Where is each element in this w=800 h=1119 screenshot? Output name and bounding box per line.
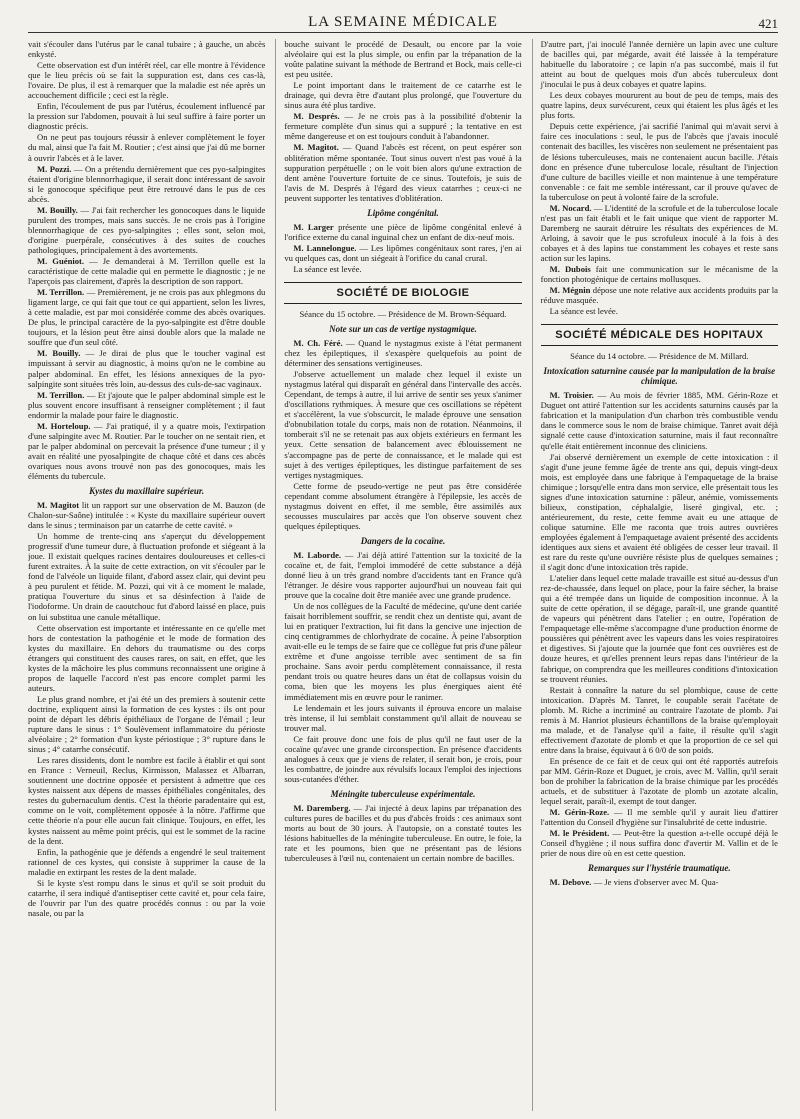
speaker-text: — Quand le nystagmus existe à l'état permanent chez les épileptiques, il s'exaspère quelquefois au point de déterminer des sensations vertigineuses. [284, 337, 522, 369]
speaker-text: — J'ai fait rechercher les gonocoques dans le liquide purulent des trompes, mais sans succès. Je ne crois pas à l'origine blennorrhagique de ces pyo-salpingites ; elles sont, selon moi, d'origine puerpérale, consécutives à des suites de couches pathologiques, principalement à des avortements. [28, 204, 266, 255]
speaker-paragraph [28, 390, 265, 420]
paragraph: Cette observation est importante et intéressante en ce qu'elle met hors de contestation la pathogénie et le mode de formation des kystes du maxillaire. En dehors du traumatisme ou des corps étrangers qui constituent des causes rares, on sait, en effet, que les kystes de la mâchoire les plus communs reconnaissent une origine à propos de laquelle l'accord n'est pas encore complet parmi les auteurs. [28, 622, 266, 693]
speaker-text: — L'identité de la scrofule et de la tuberculose locale n'est pas un fait établi et le fait unique que vient de rapporter M. Daremberg ne saurait détruire les résultats des expériences de M. Arloing, à savoir que le pus scrofuleux inoculé à la fois à des cobayes et à des lapins tue constamment les cobayes et reste sans action sur les lapins. [540, 202, 778, 263]
speaker-text: — Et j'ajoute que le palper abdominal simple est le plus souvent encore insuffisant à renseigner complètement ; il faut endormir la malade pour faire le diagnostic. [28, 389, 266, 420]
speaker-name: M. Nocard. [549, 202, 592, 213]
speaker-paragraph [284, 243, 521, 263]
speaker-name: M. Laborde. [293, 549, 342, 560]
speaker-paragraph [284, 803, 521, 863]
speaker-text: — Les lipômes congénitaux sont rares, j'en ai vu quelques cas, dont un siégeait à l'orifice du canal crural. [284, 242, 522, 263]
paragraph: Enfin, l'écoulement de pus par l'utérus, écoulement influencé par la pression sur l'abdomen, pouvait à lui seul suffire à faire porter un diagnostic précis. [28, 101, 266, 132]
speaker-paragraph [28, 348, 265, 388]
speaker-text: — Au mois de février 1885, MM. Gérin-Roze et Duguet ont attiré l'attention sur les accidents saturnins causés par la fabrication et la manipulation d'un charbon très combustible vendu dans le commerce sous le nom de braise chimique. Tanret avait déjà signalé cette cause d'intoxication saturnine, mais il faut reconnaître qu'elle était entièrement inconnue des cliniciens. [540, 390, 778, 451]
speaker-name: M. Pozzi. [37, 163, 72, 174]
session-close: La séance est levée. [293, 263, 362, 274]
speaker-text: présente une pièce de lipôme congénital enlevé à l'orifice externe du canal inguinal chez un enfant de dix-neuf mois. [284, 221, 522, 242]
paragraph: Depuis cette expérience, j'ai sacrifié l'animal qui m'avait servi à faire ces inoculations : seul, le pus de l'abcès que j'avais inoculé contenait des bacilles, les viscères non seulement ne présentaient pas de lésions tuberculeuses, mais ne contenaient aucun bacille. J'étais donc en présence d'une tuberculose locale, résultant de l'injection d'une culture de bacilles vieille et non maintenue à une température convenable : ce fait me semble intéressant, car il prouve qu'avec de la tuberculose on peut à volonté faire de la scrofule. [540, 121, 778, 202]
subheading: Remarques sur l'hystérie traumatique. [588, 863, 731, 874]
speaker-text: lit un rapport sur une observation de M. Bauzon (de Chalon-sur-Saône) intitulée : « Kyste du maxillaire supérieur ouvert dans le sinus ; terminaison par un catarrhe de cette cavité. » [28, 500, 266, 531]
speaker-name: M. Després. [293, 111, 340, 122]
speaker-paragraph [284, 338, 521, 368]
column-3 [532, 39, 778, 1111]
section-heading: SOCIÉTÉ DE BIOLOGIE [284, 282, 521, 304]
column-2 [275, 39, 521, 1111]
speaker-text: — J'ai injecté à deux lapins par trépanation des cultures pures de bacilles et du pus d'abcès froids : ces animaux sont morts au bout de 30 jours. À l'autopsie, on a constaté toutes les lésions habituelles de la méningite tuberculeuse. En outre, le foie, la rate et les poumons, bien que ne présentant pas de lésions tuberculeuses à l'œil nu, contenaient un certain nombre de bacilles. [284, 802, 522, 864]
speaker-paragraph [28, 256, 265, 286]
paragraph: On ne peut pas toujours réussir à enlever complètement le foyer du mal, ainsi que l'a fait M. Routier ; c'est ainsi que j'ai dû me borner à ouvrir l'abcès et à le laver. [28, 132, 266, 163]
paragraph: Les deux cobayes moururent au bout de peu de temps, mais des quatre lapins, deux survécurent, ceux qui étaient les plus âgés et les plus forts. [540, 90, 778, 121]
speaker-paragraph [28, 500, 265, 530]
speaker-text: fait une communication sur le mécanisme de la fonction photogénique de certains mollusques. [540, 264, 778, 285]
speaker-name: M. Debove. [549, 877, 592, 888]
paragraph: Si le kyste s'est rompu dans le sinus et qu'il se soit produit du catarrhe, il sera indiqué d'antiseptiser cette cavité et, pour cela faire, de l'ouvrir par l'un des quatre procédés connus : ou par la voie nasale, ou par la [28, 877, 266, 918]
speaker-paragraph [28, 164, 265, 204]
journal-title: LA SEMAINE MÉDICALE [308, 14, 498, 30]
speaker-name: M. Terrillon. [37, 287, 85, 298]
paragraph: Un homme de trente-cinq ans s'aperçut du développement progressif d'une tumeur dure, à fluctuation profonde et siégeant à la joue. Il existait quelques racines dentaires douloureuses et celles-ci furent extraites. À la suite de cette extraction, on vit s'écouler par le fond de l'alvéole un liquide filant, d'abord assez clair, qui devint peu à peu purulent et fétide. M. Pozzi, qui vit à ce moment le malade, pratiqua l'ouverture du sinus et sa désinfection à l'aide de l'iodoforme. Un drain de caoutchouc fut d'abord laissé en place, puis on lui substitua une canule métallique. [28, 531, 266, 622]
speaker-paragraph [284, 550, 521, 600]
speaker-name: M. Larger [293, 221, 334, 232]
paragraph: Le point important dans le traitement de ce catarrhe est le drainage, qui devra être d'autant plus prolongé, que l'ouverture du sinus aura été plus tardive. [284, 80, 522, 111]
paragraph: J'ai observé dernièrement un exemple de cette intoxication : il s'agit d'une jeune femme âgée de trente ans qui, depuis vingt-deux mois, est employée dans une fabrique à l'empaquetage de la braise chimique ; lorsqu'elle entra dans mon service, elle présentait tous les signes d'une intoxication saturnine : pâleur, anémie, vomissements bilieux, constipation, céphalalgie, liseré gingival, etc. ; antérieurement, du reste, cette femme avait eu une attaque de colique saturnine. Elle me raconta que trois autres ouvrières employées également à l'empaquetage avaient présenté des accidents identiques aux siens et avaient été obligées de cesser leur travail. Il est rare du reste qu'une ouvrière résiste plus de quelques semaines ; il s'agit donc d'une intoxication très rapide. [540, 451, 778, 573]
speaker-text: — Il me semble qu'il y aurait lieu d'attirer l'attention du Conseil d'hygiène sur l'insalubrité de cette industrie. [540, 807, 778, 828]
speaker-paragraph [284, 222, 521, 242]
speaker-name: M. Troisier. [549, 390, 594, 401]
speaker-name: M. Guéniot. [37, 255, 85, 266]
paragraph: Enfin, la pathogénie que je défends a engendré le seul traitement rationnel de ces kystes, qui consiste à supprimer la cause de la maladie en extirpant les restes de la dent malade. [28, 846, 266, 877]
paragraph: L'atelier dans lequel cette malade travaille est situé au-dessus d'un rez-de-chaussée, dans lequel on place, pour la faire sécher, la braise qui a été trempée dans un liquide de composition inconnue. À la suite de cette opération, il se dégage, paraît-il, une grande quantité de vapeurs qui pénètrent dans l'atelier ; en outre, l'opération de l'empaquetage elle-même s'accompagne d'une production énorme de poussières qui pénètrent avec les vapeurs dans les voies respiratoires et digestives. Si j'ajoute que la journée que font ces ouvrières est de douze heures, et qu'elles prennent leurs repas dans l'intérieur de la fabrique, on comprendra que les meilleures conditions d'intoxication se trouvent réunies. [540, 573, 778, 684]
speaker-name: M. Bouilly. [37, 204, 78, 215]
speaker-name: M. Ch. Féré. [293, 337, 343, 348]
speaker-name: M. le Président. [549, 828, 610, 839]
subheading: Méningite tuberculeuse expérimentale. [330, 788, 476, 799]
speaker-text: — Premièrement, je ne crois pas aux phlegmons du ligament large, ce qui fait que tout ce qui appartient, selon les livres, à cette maladie, est par moi considérée comme des abcès ovariques. De plus, le principal caractère de la pyo-salpingite est d'être double toujours, et la lésion peut être ainsi double alors que la malade ne souffre que d'un seul côté. [28, 287, 266, 348]
subheading: Intoxication saturnine causée par la manipulation de la braise chimique. [543, 366, 776, 387]
speaker-paragraph [541, 390, 778, 450]
speaker-name: M. Gérin-Roze. [549, 807, 610, 818]
speaker-paragraph [28, 421, 265, 481]
speaker-paragraph [28, 205, 265, 255]
speaker-text: — Peut-être la question a-t-elle occupé déjà le Conseil d'hygiène ; il nous suffira donc d'avertir M. Vallin et de le prier de nous dire où en est cette question. [540, 828, 778, 859]
speaker-text: — Je ne crois pas à la possibilité d'obtenir la fermeture complète d'un sinus qui a suppuré ; la tentative en est même dangereuse et on est toujours conduit à l'abandonner. [284, 111, 522, 142]
paragraph: Cette observation est d'un intérêt réel, car elle montre à l'évidence que le lieu précis où se fait la suppuration est, dans ces cas-là, l'ovaire. De plus, il est à remarquer que la maladie est née après un accouchement difficile ; ceci est la règle. [28, 60, 266, 101]
speaker-paragraph [541, 877, 778, 887]
session-close: La séance est levée. [549, 306, 618, 317]
section-heading: SOCIÉTÉ MÉDICALE DES HOPITAUX [541, 324, 778, 346]
speaker-paragraph [284, 142, 521, 202]
speaker-paragraph [541, 807, 778, 827]
text-columns [28, 39, 778, 1111]
paragraph: Le plus grand nombre, et j'ai été un des premiers à soutenir cette doctrine, expliquent ainsi la formation de ces kystes : ils ont pour point de départ les débris épithéliaux de l'organe de l'émail ; leur rupture dans le sinus : 1° Soulèvement inflammatoire du périoste alvéolaire ; 2° formation d'un kyste périostique ; 3° rupture dans le sinus ; 4° catarrhe consécutif. [28, 693, 266, 755]
speaker-name: M. Mégnin [549, 285, 591, 296]
column-1 [28, 39, 265, 1111]
speaker-name: M. Bouilly. [37, 348, 81, 359]
speaker-text: — J'ai déjà attiré l'attention sur la toxicité de la cocaïne et, de fait, l'emploi immodéré de cette substance a déjà donné lieu à un très grand nombre d'accidents tant en France qu'à l'étranger. Je désire vous rapporter aujourd'hui un nouveau fait qui prouve que la cocaïne doit être maniée avec une grande prudence. [284, 549, 522, 601]
speaker-text: — On a prétendu dernièrement que ces pyo-salpingites étaient d'origine blennorrhagique, il serait donc intéressant de savoir si le gonocoque spécifique peut être retrouvé dans le pus de ces abcès. [28, 163, 266, 204]
speaker-name: M. Lannelongue. [293, 242, 357, 253]
speaker-name: M. Daremberg. [293, 802, 351, 813]
paragraph: bouche suivant le procédé de Desault, ou encore par la voie alvéolaire qui est la plus simple, ou enfin par la trépanation de la voûte palatine suivant la méthode de Bertrand et Bock, mais celle-ci est peu usitée. [284, 39, 522, 80]
speaker-name: M. Dubois [549, 264, 591, 275]
subheading: Dangers de la cocaïne. [360, 535, 446, 546]
speaker-text: — Je viens d'observer avec M. Qua- [593, 877, 719, 888]
speaker-name: M. Terrillon. [37, 389, 85, 400]
speaker-paragraph [541, 285, 778, 305]
page-header [28, 0, 778, 33]
speaker-paragraph [541, 264, 778, 284]
speaker-paragraph [28, 287, 265, 347]
page-number: 421 [758, 16, 778, 31]
speaker-text: — Quand l'abcès est récent, on peut espérer son oblitération même spontanée. Tout sinus ouvert n'est pas voué à la suppuration perpétuelle ; on le voit bien alors qu'une extraction de dent amène l'ouverture fortuite de ce sinus. Toutefois, je suis de l'avis de M. Després à l'égard des vieux catarrhes ; ceux-ci ne peuvent supporter les tentatives d'oblitération. [284, 142, 522, 203]
session-info: Séance du 15 octobre. — Présidence de M. Brown-Séquard. [299, 308, 507, 319]
speaker-name: M. Magitot [37, 500, 80, 511]
speaker-name: M. Magitot. [293, 142, 339, 153]
session-info: Séance du 14 octobre. — Présidence de M. Millard. [570, 351, 749, 362]
speaker-name: M. Horteloup. [37, 420, 91, 431]
paragraph: Restait à connaître la nature du sel plombique, cause de cette intoxication. D'après M. Tanret, le coupable serait l'acétate de plomb. M. Riche a incriminé au contraire l'azotate de plomb. J'ai remis à M. Hanriot plusieurs échantillons de la braise qu'employait ma malade, et de l'analyse qu'il a faite, il résulte qu'il s'agit effectivement d'azotate de plomb et que la proportion de ce sel qui entre dans la braise, équivaut à 6 0/0 de son poids. [540, 684, 778, 755]
paragraph: Un de nos collègues de la Faculté de médecine, qu'une dent cariée faisait horriblement souffrir, se rendit chez un dentiste qui, avant de lui en pratiquer l'extraction, lui fit dans la gencive une injection de cinq centigrammes de chlorhydrate de cocaïne. À peine l'absorption avait-elle eu le temps de se faire que ce collègue fut pris d'une pâleur extrême et d'une angoisse terrible avec sentiment de sa fin prochaine. Sans avoir perdu complètement connaissance, il resta pendant trois ou quatre heures dans un état de collapsus voisin du coma, bien que les moyens les plus énergiques aient été immédiatement mis en œuvre pour le ranimer. [284, 601, 522, 702]
paragraph: D'autre part, j'ai inoculé l'année dernière un lapin avec une culture de bacilles qui, par mégarde, avait été laissée à la température habituelle du laboratoire ; ce lapin n'a pas succombé, mais il fut atteint au bout de quelques mois d'un abcès tuberculeux dont j'inoculai le pus à deux cobayes et quatre lapins. [540, 39, 778, 90]
speaker-paragraph [284, 111, 521, 141]
subheading: Note sur un cas de vertige nystagmique. [329, 323, 477, 334]
paragraph: vait s'écouler dans l'utérus par le canal tubaire ; à gauche, un abcès enkysté. [28, 39, 266, 60]
speaker-paragraph [541, 203, 778, 263]
speaker-text: dépose une note relative aux accidents produits par la réduve masquée. [540, 285, 778, 306]
subheading: Kystes du maxillaire supérieur. [89, 486, 205, 497]
paragraph: Cette forme de pseudo-vertige ne peut pas être considérée cependant comme absolument étrangère à l'épilepsie, les accès de nystagmus doivent en effet, il me semble, être assimilés aux secousses musculaires par accès que l'on observe souvent chez quelques épileptiques. [284, 480, 522, 531]
paragraph: Les rares dissidents, dont le nombre est facile à établir et qui sont en France : Verneuil, Reclus, Kirmisson, Malassez et Albarran, soutiennent une doctrine opposée et persistent à admettre que ces kystes naissent aux dépens de masses épithéliales congénitales, des restes du gubernaculum dentis. C'est la théorie paradentaire qui est, comme on le voit, complètement opposée à la nôtre. J'affirme que cette théorie n'a pour elle aucun fait clinique. Toujours, en effet, les kystes naissent au même point précis, qui est le sommet de la racine de la dent. [28, 755, 266, 846]
paragraph: En présence de ce fait et de ceux qui ont été rapportés autrefois par MM. Gérin-Roze et Duguet, je crois, avec M. Vallin, qu'il serait bon de prohiber la fabrication de la braise chimique par les procédés actuels, et de substituer à l'azotate de plomb un azotate alcalin, lequel serait, paraît-il, exempt de tout danger. [540, 755, 778, 807]
paragraph: Le lendemain et les jours suivants il éprouva encore un malaise très intense, il lui semblait constamment qu'il allait de nouveau se trouver mal. [284, 702, 522, 733]
paragraph: J'observe actuellement un malade chez lequel il existe un nystagmus latéral qui disparaît en général dans l'intervalle des accès. Cependant, de temps à autre, il lui arrive de sentir ses yeux s'animer d'oscillations rythmiques. À mesure que ces oscillations se répètent et s'accélèrent, la vue s'obscurcit, le malade éprouve une sensation d'obnubilation totale du corps, mais non de rotation. Néanmoins, il tomberait s'il ne se retenait pas aux objets extérieurs en fermant les yeux. Cette sensation de balancement avec éblouissement ne s'accompagne pas de perte de connaissance, et le malade qui est sujet à des vertiges épileptiques, les distingue parfaitement de ses vertiges nystagmiques. [284, 369, 522, 480]
speaker-text: — Je dirai de plus que le toucher vaginal est impuissant à servir au diagnostic, à moins qu'on ne le combine au palper abdominal. En effet, les lésions annexiques de la pyo-salpingite sont situées très loin, au-dessus des culs-de-sac vaginaux. [28, 348, 266, 389]
speaker-paragraph [541, 828, 778, 858]
paragraph: Ce fait prouve donc une fois de plus qu'il ne faut user de la cocaïne qu'avec une grande circonspection. En présence d'accidents analogues à ceux que je viens de relater, il serait bon, je crois, pour les combattre, de joindre aux révulsifs locaux l'emploi des injections sous-cutanées d'éther. [284, 733, 522, 784]
speaker-text: — J'ai pratiqué, il y a quatre mois, l'extirpation d'une salpingite avec M. Routier. Par le toucher on ne sentait rien, et par le palper abdominal on percevait la présence d'une tumeur ; il y avait en réalité une pyosalpingite de chaque côté et dans ces abcès ovariques nous avons trouvé non pas des gonocoques, mais les éléments du tubercule. [28, 420, 266, 481]
subheading: Lipôme congénital. [367, 207, 439, 218]
speaker-text: — Je demanderai à M. Terrillon quelle est la caractéristique de cette maladie qui en permette le diagnostic ; je ne l'aperçois pas clairement, d'après la description de son rapport. [28, 255, 266, 287]
